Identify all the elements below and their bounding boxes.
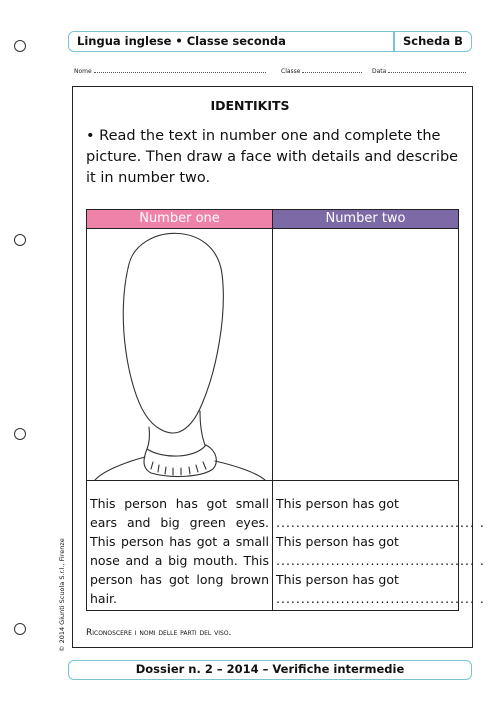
learning-objective: Riconoscere i nomi delle parti del viso. xyxy=(86,628,232,638)
class-blank xyxy=(302,67,362,73)
date-field[interactable] xyxy=(372,67,466,75)
description-line: This person has got long brown hair. xyxy=(90,553,269,606)
worksheet-title: IDENTIKITS xyxy=(210,98,290,113)
description-line: This person has got a small nose and a big mouth. xyxy=(90,534,269,568)
punch-hole xyxy=(14,40,26,52)
class-field[interactable] xyxy=(281,67,362,75)
class-label: Classe xyxy=(281,68,301,75)
description-prompt: This person has got xyxy=(276,496,399,511)
number-two-header: Number two xyxy=(273,210,458,228)
number-one-description xyxy=(90,494,269,608)
identikit-table xyxy=(86,209,485,611)
number-two-description xyxy=(276,494,485,608)
number-one-header: Number one xyxy=(87,210,272,228)
description-prompt: This person has got xyxy=(276,572,399,587)
name-label: Nome xyxy=(74,68,92,75)
description-prompt: This person has got xyxy=(276,534,399,549)
answer-blank[interactable]: ........................................ . xyxy=(276,591,485,606)
header-bar xyxy=(68,31,472,52)
punch-hole xyxy=(14,428,26,440)
column-divider xyxy=(272,210,273,610)
blank-face-outline xyxy=(87,229,272,480)
row-rule xyxy=(87,480,458,481)
name-blank xyxy=(94,67,266,73)
punch-hole xyxy=(14,623,26,635)
description-line: This person has got small ears and big green eyes. xyxy=(90,496,269,530)
header-subject: Lingua inglese • Classe seconda xyxy=(77,34,286,48)
answer-blank[interactable]: ........................................ . xyxy=(276,553,485,568)
answer-blank[interactable]: ........................................ . xyxy=(276,515,485,530)
header-divider xyxy=(393,32,395,51)
instruction-text: • Read the text in number one and complete the picture. Then draw a face with details and describe it in number two. xyxy=(86,128,459,186)
date-label: Data xyxy=(372,68,387,75)
copyright-notice: © 2014 Giunti Scuola S.r.l., Firenze xyxy=(58,538,66,652)
punch-hole xyxy=(14,234,26,246)
footer-bar: Dossier n. 2 – 2014 – Verifiche intermedie xyxy=(68,660,472,680)
name-field[interactable] xyxy=(74,67,266,75)
date-blank xyxy=(388,67,466,73)
sheet-label: Scheda B xyxy=(403,34,463,48)
